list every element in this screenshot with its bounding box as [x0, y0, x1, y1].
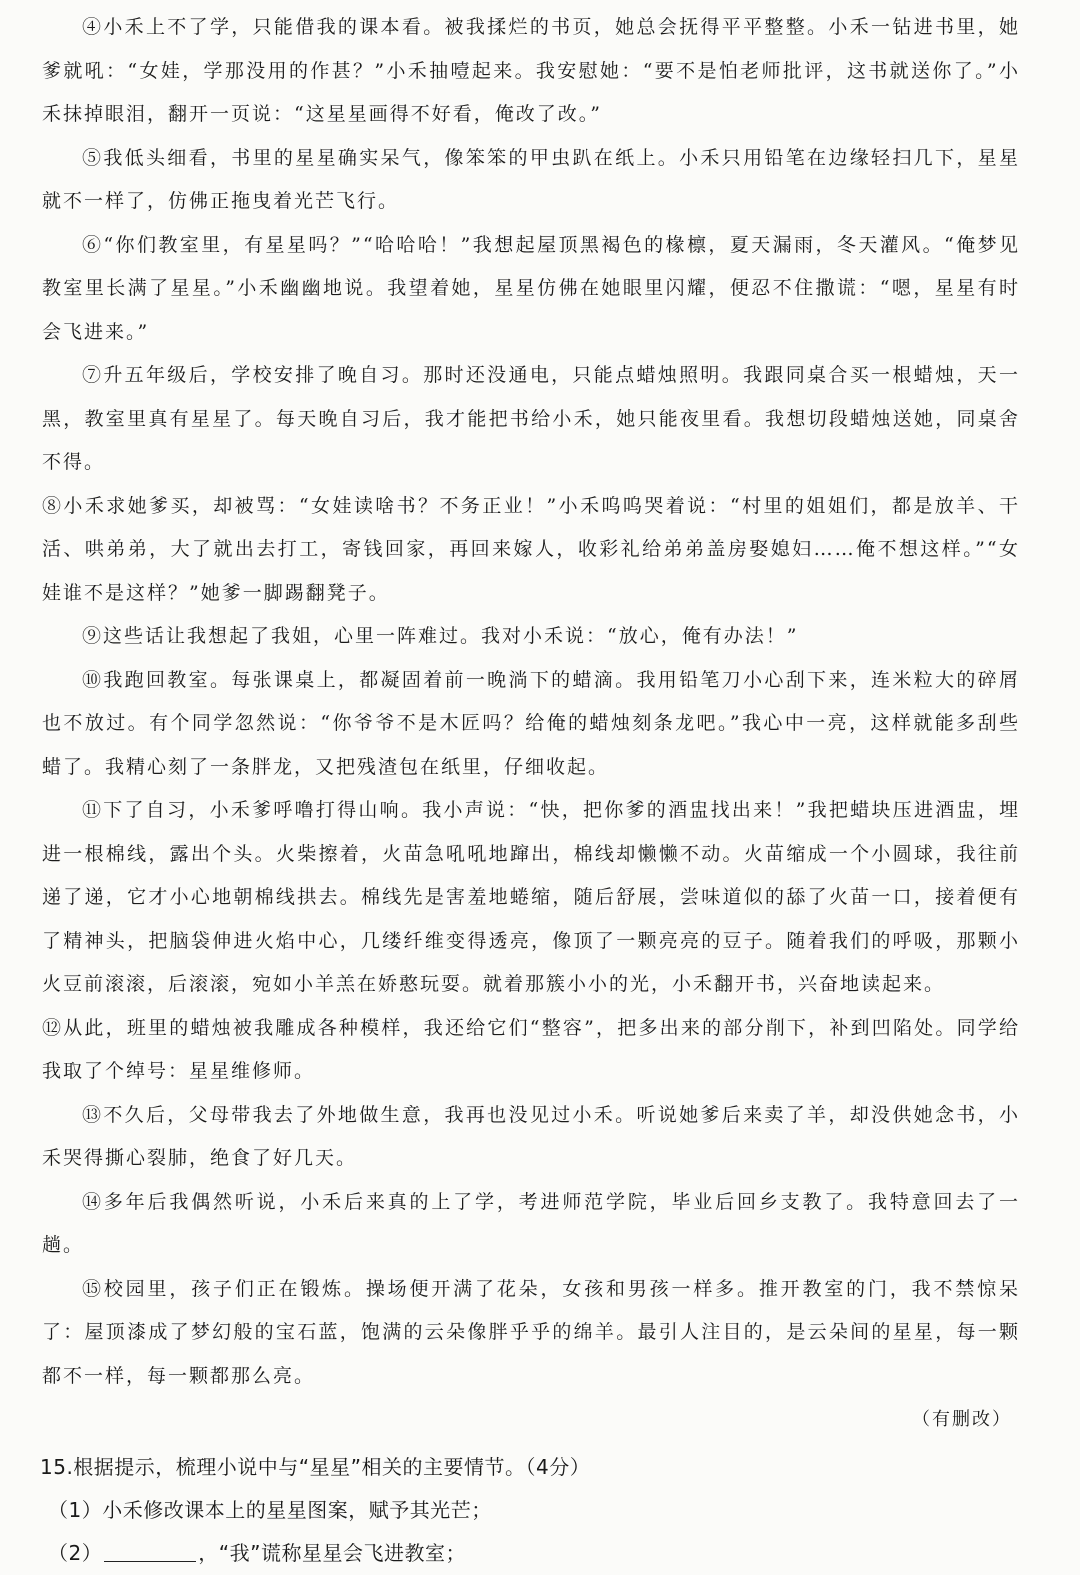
question-title: 15.根据提示，梳理小说中与“星星”相关的主要情节。（4分） — [40, 1455, 591, 1479]
answer-blank[interactable] — [104, 1541, 196, 1562]
story-paragraph: ④小禾上不了学，只能借我的课本看。被我揉烂的书页，她总会抚得平平整整。小禾一钻进书里，她爹就吼：“女娃，学那没用的作甚？”小禾抽噎起来。我安慰她：“要不是怕老师批评，这书就送你了。”小禾抹掉眼泪，翻开一页说：“这星星画得不好看，俺改了改。” — [42, 16, 1020, 125]
source-note: （有删改） — [912, 1409, 1012, 1430]
item-prefix: （1） — [48, 1498, 103, 1522]
story-paragraph: ⑫从此，班里的蜡烛被我雕成各种模样，我还给它们“整容”，把多出来的部分削下，补到凹陷处。同学给我取了个绰号：星星维修师。 — [42, 1016, 1020, 1082]
item-text: 小禾修改课本上的星星图案，赋予其光芒； — [102, 1498, 492, 1522]
story-paragraph: ⑩我跑回教室。每张课桌上，都凝固着前一晚淌下的蜡滴。我用铅笔刀小心刮下来，连米粒大的碎屑也不放过。有个同学忽然说：“你爷爷不是木匠吗？给俺的蜡烛刻条龙吧。”我心中一亮，这样就能多刮些蜡了。我精心刻了一条胖龙，又把残渣包在纸里，仔细收起。 — [42, 668, 1020, 778]
story-paragraph: ⑮校园里，孩子们正在锻炼。操场便开满了花朵，女孩和男孩一样多。推开教室的门，我不禁惊呆了：屋顶漆成了梦幻般的宝石蓝，饱满的云朵像胖乎乎的绵羊。最引人注目的，是云朵间的星星，每一颗都不一样，每一颗都那么亮。 — [42, 1277, 1020, 1387]
question-item-1 — [42, 1489, 1020, 1532]
item-prefix: （2） — [48, 1541, 103, 1565]
story-paragraph: ⑤我低头细看，书里的星星确实呆气，像笨笨的甲虫趴在纸上。小禾只用铅笔在边缘轻扫几下，星星就不一样了，仿佛正拖曳着光芒飞行。 — [42, 146, 1020, 212]
question-item-2 — [42, 1532, 1020, 1575]
story-paragraph: ⑦升五年级后，学校安排了晚自习。那时还没通电，只能点蜡烛照明。我跟同桌合买一根蜡烛，天一黑，教室里真有星星了。每天晚自习后，我才能把书给小禾，她只能夜里看。我想切段蜡烛送她，同桌舍不得。 — [42, 364, 1020, 473]
story-paragraph: ⑪下了自习，小禾爹呼噜打得山响。我小声说：“快，把你爹的酒盅找出来！”我把蜡块压进酒盅，埋进一根棉线，露出个头。火柴擦着，火苗急吼吼地蹿出，棉线却懒懒不动。火苗缩成一个小圆球，我往前递了递，它才小心地朝棉线拱去。棉线先是害羞地蜷缩，随后舒展，尝味道似的舔了火苗一口，接着便有了精神头，把脑袋伸进火焰中心，几缕纤维变得透亮，像顶了一颗亮亮的豆子。随着我们的呼吸，那颗小火豆前滚滚，后滚滚，宛如小羊羔在娇憨玩耍。就着那簇小小的光，小禾翻开书，兴奋地读起来。 — [42, 799, 1020, 995]
story-paragraph: ⑭多年后我偶然听说，小禾后来真的上了学，考进师范学院，毕业后回乡支教了。我特意回去了一趟。 — [42, 1190, 1020, 1256]
story-paragraph: ⑧小禾求她爹买，却被骂：“女娃读啥书？不务正业！”小禾呜呜哭着说：“村里的姐姐们，都是放羊、干活、哄弟弟，大了就出去打工，寄钱回家，再回来嫁人，收彩礼给弟弟盖房娶媳妇……俺不想这样。”“女娃谁不是这样？”她爹一脚踢翻凳子。 — [42, 494, 1020, 604]
story-paragraph: ⑥“你们教室里，有星星吗？”“哈哈哈！”我想起屋顶黑褐色的椽檩，夏天漏雨，冬天灌风。“俺梦见教室里长满了星星。”小禾幽幽地说。我望着她，星星仿佛在她眼里闪耀，便忍不住撒谎：“嗯，星星有时会飞进来。” — [42, 233, 1020, 343]
item-text: ，“我”谎称星星会飞进教室； — [198, 1541, 466, 1565]
story-paragraph: ⑨这些话让我想起了我姐，心里一阵难过。我对小禾说：“放心，俺有办法！” — [82, 625, 799, 647]
question-15 — [42, 1446, 1020, 1575]
story-paragraph: ⑬不久后，父母带我去了外地做生意，我再也没见过小禾。听说她爹后来卖了羊，却没供她念书，小禾哭得撕心裂肺，绝食了好几天。 — [42, 1103, 1020, 1169]
story-text — [42, 6, 1020, 1398]
